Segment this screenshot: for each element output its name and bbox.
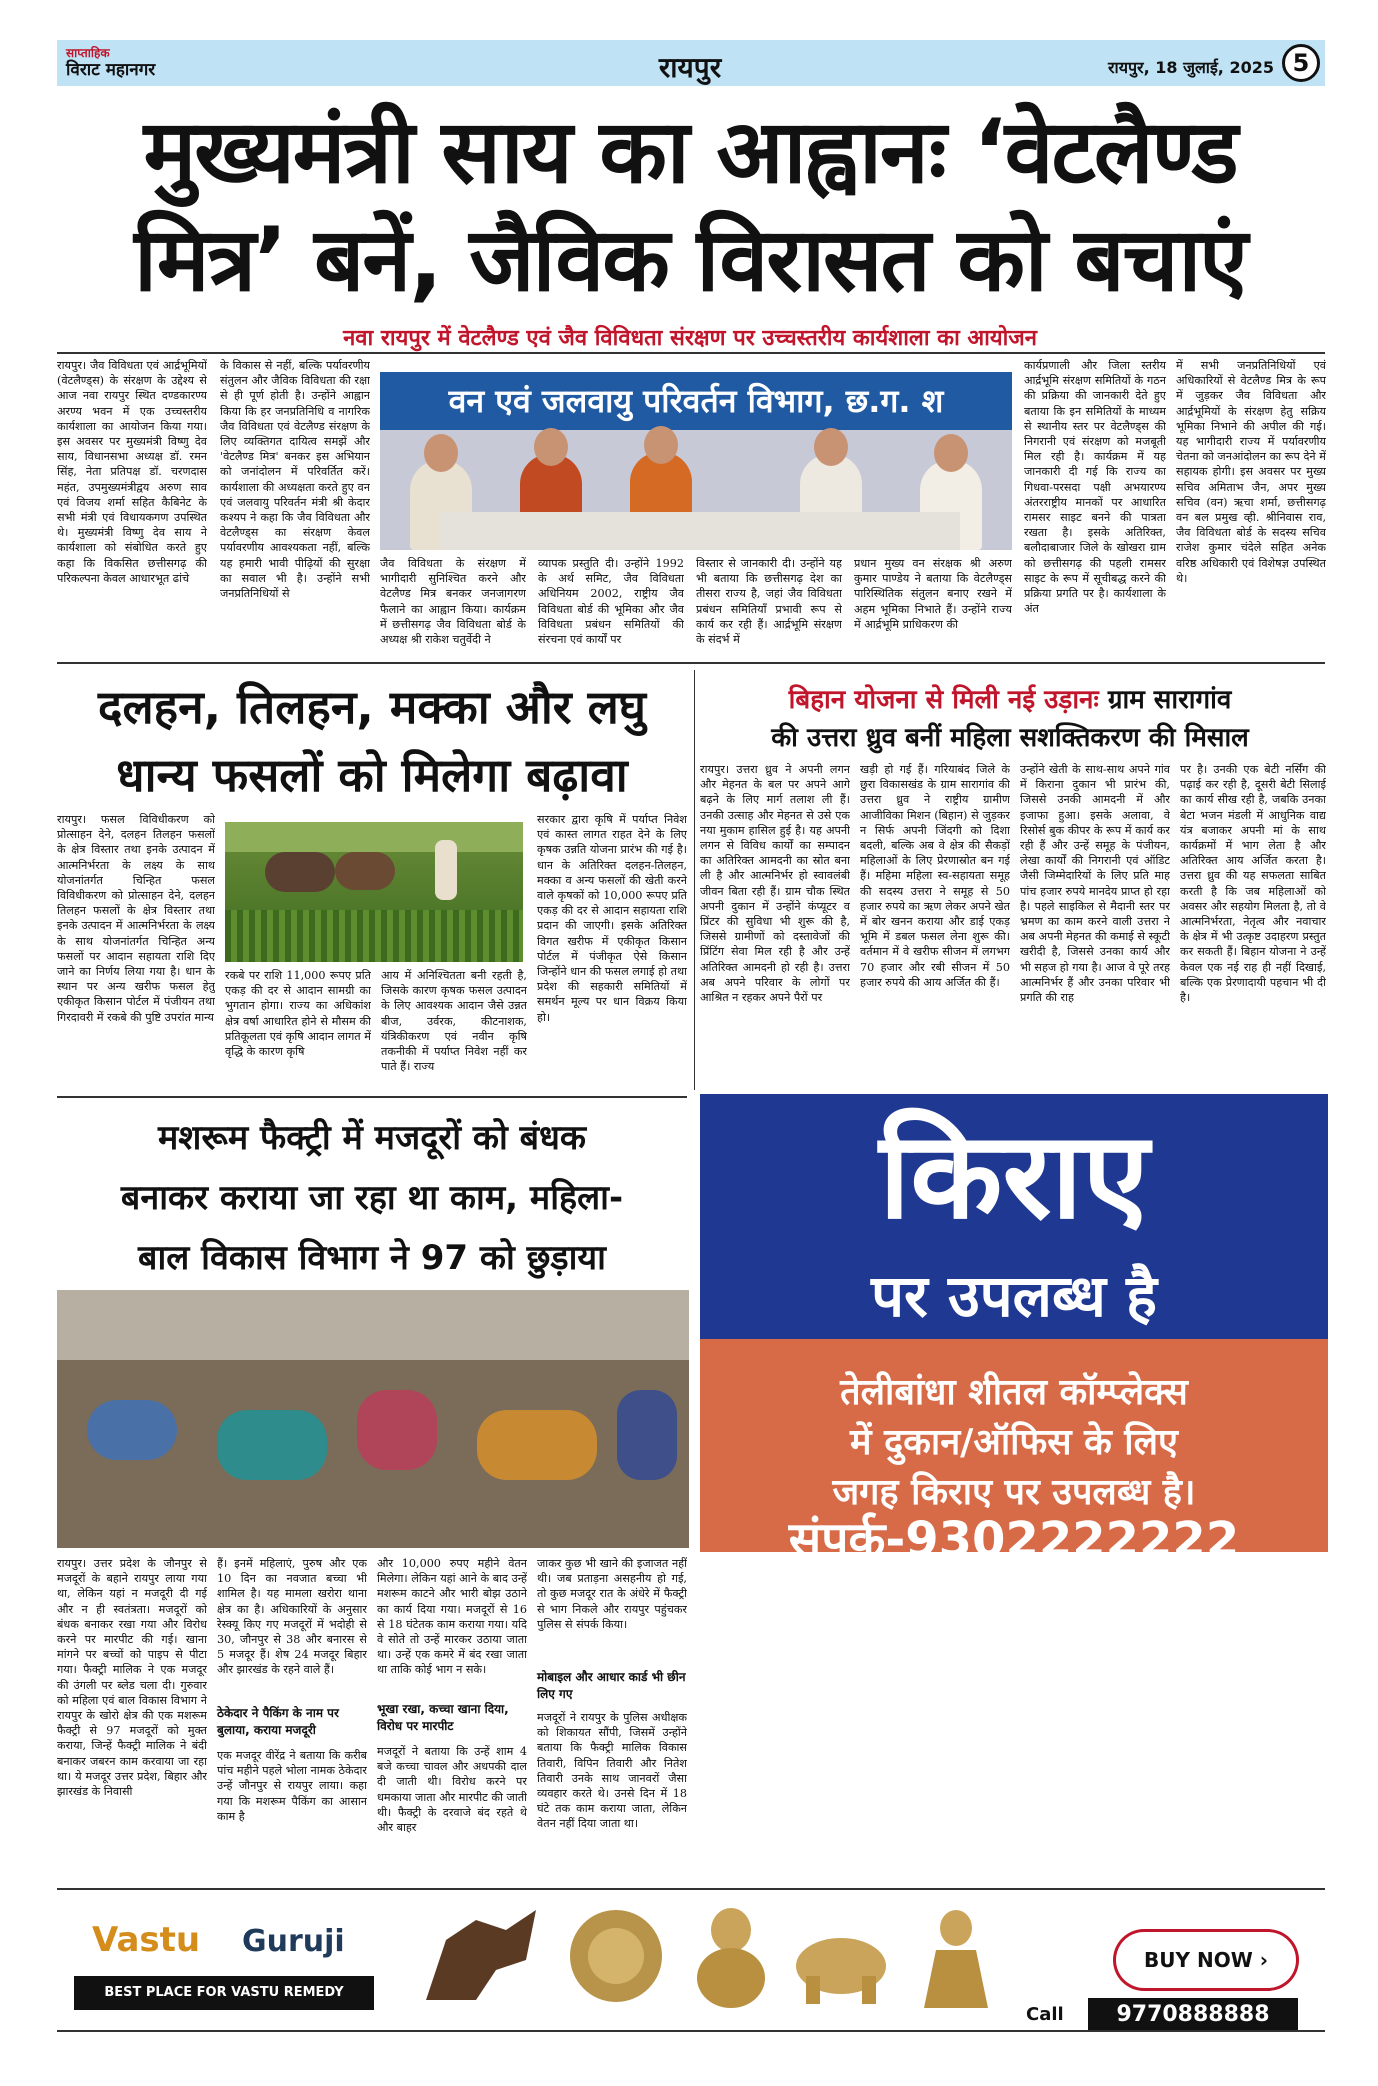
group-figure [357,1390,437,1470]
sun-face-icon [566,1906,666,2006]
ad-subtitle: पर उपलब्ध है [871,1262,1157,1330]
date-label: रायपुर, 18 जुलाई, 2025 [1108,58,1274,77]
photo-banner: वन एवं जलवायु परिवर्तन विभाग, छ.ग. श [380,372,1012,430]
divider [57,1096,687,1098]
group-figure [87,1400,177,1460]
story3-headline-black: ग्राम सारागांव [1107,685,1232,715]
divider [57,662,1325,664]
story1-headline-line2: मित्र’ बनें, जैविक विरासत को बचाएं [134,208,1246,311]
vastu-tagline: BEST PLACE FOR VASTU REMEDY [74,1976,374,2010]
story4-subhead1: ठेकेदार ने पैकिंग के नाम पर बुलाया, कराया मजदूरी [217,1706,339,1737]
story2-col2: रकबे पर राशि 11,000 रूपए प्रति एकड़ की दर से आदान सामग्री का भुगतान होगा। राज्य का अधिकांश क्षेत्र वर्षा आधारित होने से मौसम की प्रतिकूलता एवं कृषि आदान लागत में वृद्धि के कारण कृषि [225,969,371,1059]
story4-subhead2: भूखा रखा, कच्चा खाना दिया, विरोध पर मारपीट [377,1702,509,1733]
deity-statue-icon [906,1900,1006,2010]
page-number: 5 [1282,44,1320,82]
story1-col1: रायपुर। जैव विविधता एवं आर्द्रभूमियों (वेटलैण्ड्स) के संरक्षण के उद्देश्य से आज नवा रायपुर स्थित दण्डकारण्य अरण्य भवन में एक उच्चस्तरीय कार्यशाला का आयोजन किया गया। इस अवसर पर मुख्यमंत्री विष्णु देव साय, विधानसभा अध्यक्ष डॉ. रमन सिंह, नेता प्रतिपक्ष डॉ. चरणदास महंत, उपमुख्यमंत्रीद्वय अरुण साव एवं विजय शर्मा सहित कैबिनेट के सभी मंत्री एवं विधायकगण उपस्थित थे। मुख्यमंत्री विष्णु देव साय ने कार्यशाला को संबोधित करते हुए कहा कि विकसित छत्तीसगढ़ की परिकल्पना केवल आधारभूत ढांचे [57,359,207,585]
story4-col4b: मजदूरों ने रायपुर के पुलिस अधीक्षक को शिकायत सौंपी, जिसमें उन्होंने बताया कि फैक्ट्री मालिक विकास तिवारी, विपिन तिवारी और नितेश तिवारी उनके साथ जानवरों जैसा व्यवहार करते थे। उनसे दिन में 18 घंटे तक काम कराया जाता, लेकिन वेतन नहीं दिया जाता था। [537,1711,687,1831]
city-label: रायपुर [658,51,722,84]
person-head [534,428,568,466]
story1-headline [60,98,1320,314]
story3-headline-line1 [700,680,1320,716]
ad-title: किराए [879,1107,1149,1246]
story1-col7: कार्यप्रणाली और जिला स्तरीय आर्द्रभूमि संरक्षण समितियों के गठन की प्रक्रिया की जानकारी देते हुए बताया कि इन समितियों के माध्यम से स्थानीय स्तर पर वेटलैण्ड्स की निगरानी एवं संरक्षण को मजबूती मिल रही है। कार्यक्रम में यह जानकारी दी गई कि राज्य का गिधवा-परसदा पक्षी अभयारण्य अंतरराष्ट्रीय मानकों पर आधारित रामसर साइट बनने की पात्रता रखता है। इसके अतिरिक्त, बलौदाबाजार जिले के खोखरा ग्राम को छत्तीसगढ़ की पहली रामसर साइट के रूप में सूचीबद्ध करने की प्रक्रिया प्रगति पर है। कार्यशाला के अंत [1024,359,1166,616]
background-building [57,1290,689,1360]
field-background [225,822,523,852]
elephant-statue-icon [786,1926,896,2006]
story2-headline [57,673,687,809]
call-number: 9770888888 [1088,1998,1298,2032]
stage-table [440,512,960,550]
story3-col2: खड़ी हो गई हैं। गरियाबंद जिले के छुरा विकासखंड के ग्राम सारागांव की उत्तरा ध्रुव ने राष्ट्रीय ग्रामीण आजीविका मिशन (बिहान) से जुड़कर न सिर्फ अपनी जिंदगी को दिशा बदली, बल्कि अब वे क्षेत्र की सैकड़ों महिलाओं के लिए प्रेरणास्रोत बन गई हैं। महिमा महिला स्व-सहायता समूह की सदस्य उत्तरा ने समूह से 50 हजार रुपये का ऋण लेकर अपने खेत में बोर खनन कराया और डाई एकड़ भूमि में डबल फसल लेना शुरू की। वर्तमान में वे खरीफ सीजन में लगभग 70 हजार और रबी सीजन में 50 हजार रुपये की आय अर्जित की हैं। [860,763,1010,989]
person-head [644,426,678,464]
crop-rows [225,910,523,962]
ox-figure [335,852,395,890]
vastu-brand-part2: Guruji [242,1924,345,1959]
story1-subhead: नवा रायपुर में वेटलैण्ड एवं जैव विविधता संरक्षण पर उच्चस्तरीय कार्यशाला का आयोजन [343,326,1037,351]
story2-col4: सरकार द्वारा कृषि में पर्याप्त निवेश एवं कास्त लागत राहत देने के लिए कृषक उन्नति योजना प्रारंभ की गई है। धान के अतिरिक्त दलहन-तिलहन, मक्का व अन्य फसलों की खेती करने वाले कृषकों को 10,000 रूपए प्रति एकड़ की दर से आदान सहायता राशि प्रदान की जाएगी। इसके अतिरिक्त विगत खरीफ में एकीकृत किसान पोर्टल में पंजीकृत ऐसे किसान जिन्होंने धान की फसल लगाई हो तथा प्रदेश की सहकारी समितियों में समर्थन मूल्य पर धान विक्रय किया हो। [537,813,687,1024]
group-figure [617,1390,677,1480]
paper-name: विराट महानगर [66,60,156,80]
story4-col2a: हैं। इनमें महिलाएं, पुरुष और एक 10 दिन का नवजात बच्चा भी शामिल है। यह मामला खरोरा थाना क्षेत्र का है। अधिकारियों के अनुसार रेस्क्यू किए गए मजदूरों में भदोही से 30, जौनपुर से 38 और बनारस से 5 मजदूर हैं। शेष 24 मजदूर बिहार और झारखंड के रहने वाले हैं। [217,1557,367,1677]
ad-line3: जगह किराए पर उपलब्ध है। [832,1472,1196,1513]
divider [57,352,1325,354]
vertical-divider [694,670,695,1090]
story3-col4: पर है। उनकी एक बेटी नर्सिंग की पढ़ाई कर रही है, दूसरी बेटी सिलाई का कार्य सीख रही है, जबकि उनका बेटा भजन मंडली में आधुनिक वाद्य यंत्र बजाकर अपनी मां के साथ कार्यक्रमों में भाग लेता है और अतिरिक्त आय अर्जित करता है। उत्तरा ध्रुव की यह सफलता साबित करती है कि जब महिलाओं को अवसर और सहयोग मिलता है, तो वे आत्मनिर्भरता, नेतृत्व और नवाचार के क्षेत्र में भी उत्कृष्ट उदाहरण प्रस्तुत कर सकती हैं। बिहान योजना ने उन्हें केवल एक नई राह ही नहीं दिखाई, बल्कि एक प्रेरणादायी पहचान भी दी है। [1180,763,1326,1005]
ad-contact-number: संपर्क-9302222222 [788,1512,1240,1568]
story3-headline-line2: की उत्तरा ध्रुव बनीं महिला सशक्तिकरण की मिसाल [771,723,1249,753]
story1-col2: के विकास से नहीं, बल्कि पर्यावरणीय संतुलन और जैविक विविधता की रक्षा से ही पूर्ण होती है। उन्होंने आह्वान किया कि हर जनप्रतिनिधि व नागरिक जैव विविधता एवं वेटलैण्ड संरक्षण के लिए व्यक्तिगत दायित्व समझें और 'वेटलैण्ड मित्र' बनकर इस अभियान को जनांदोलन में परिवर्तित करें। कार्यशाला की अध्यक्षता करते हुए वन एवं जलवायु परिवर्तन मंत्री श्री केदार कश्यप ने कहा कि जैव विविधता और वेटलैण्ड्स का संरक्षण केवल पर्यावरणीय आवश्यकता नहीं, बल्कि यह हमारी भावी पीढ़ियों की सुरक्षा का सवाल भी है। उन्होंने सभी जनप्रतिनिधियों से [220,359,370,601]
ganesha-statue-icon [686,1900,776,2010]
story1-photo [380,372,1012,550]
story4-col3b: मजदूरों ने बताया कि उन्हें शाम 4 बजे कच्चा चावल और अधपकी दाल दी जाती थी। विरोध करने पर धमकाया जाता और मारपीट की जाती थी। फैक्ट्री के दरवाजे बंद रहते थे और बाहर [377,1745,527,1835]
story1-headline-line1: मुख्यमंत्री साय का आह्वानः ‘वेटलैण्ड [143,100,1237,203]
story4-headline-line2: बनाकर कराया जा रहा था काम, महिला- [120,1178,624,1218]
story1-col3: जैव विविधता के संरक्षण में भागीदारी सुनिश्चित करने और वेटलैण्ड मित्र बनकर जनजागरण फैलाने का आह्वान किया। कार्यक्रम में छत्तीसगढ़ जैव विविधता बोर्ड के अध्यक्ष श्री राकेश चतुर्वेदी ने [380,557,526,647]
buy-now-button[interactable]: BUY NOW › [1116,1932,1296,1988]
person-head [814,428,848,466]
story2-headline-line1: दलहन, तिलहन, मक्का और लघु [98,680,646,734]
story4-photo-rescued-workers [57,1290,689,1548]
story1-col6: प्रधान मुख्य वन संरक्षक श्री अरुण कुमार पाण्डेय ने बताया कि वेटलैण्ड्स पारिस्थितिक संतुलन बनाए रखने में अहम भूमिका निभाते हैं। उन्होंने राज्य में आर्द्रभूमि प्राधिकरण की [854,557,1012,631]
story4-subhead3: मोबाइल और आधार कार्ड भी छीन लिए गए [537,1670,686,1701]
rent-advertisement [700,1094,1328,1568]
person-head [424,434,458,472]
story4-col3a: और 10,000 रुपए महीने वेतन मिलेगा। लेकिन यहां आने के बाद उन्हें मशरूम काटने और भारी बोझ उठाने का कार्य दिया गया। मजदूरों से 16 से 18 घंटेतक काम कराया गया। यदि वे सोते तो उन्हें मारकर उठाया जाता था। उन्हें एक कमरे में बंद रखा जाता था ताकि कोई भाग न सके। [377,1557,527,1677]
person-head [934,434,968,472]
story1-col5: विस्तार से जानकारी दी। उन्होंने यह भी बताया कि छत्तीसगढ़ देश का तीसरा राज्य है, जहां जैव विविधता प्रबंधन समितियाँ प्रभावी रूप से कार्य कर रही हैं। आर्द्रभूमि संरक्षण के संदर्भ में [696,557,842,647]
divider [57,2030,1325,2032]
periodicity-label: साप्ताहिक [66,46,110,60]
story4-col4a: जाकर कुछ भी खाने की इजाजत नहीं थी। जब प्रताड़ना असहनीय हो गई, तो कुछ मजदूर रात के अंधेरे में फैक्ट्री से भाग निकले और रायपुर पहुंचकर पुलिस से संपर्क किया। [537,1557,687,1631]
story3-col3: उन्होंने खेती के साथ-साथ अपने गांव में किराना दुकान भी प्रारंभ की, जिससे उनकी आमदनी में और इजाफा हुआ। इसके अलावा, वे रिसोर्स बुक कीपर के रूप में कार्य कर रही हैं और उन्हें समूह के पंजीयन, लेखा कार्यों की निगरानी एवं ऑडिट जैसी जिम्मेदारियों के लिए प्रति माह पांच हजार रुपये मानदेय प्राप्त हो रहा है। पहले साइकिल से मैदानी स्तर पर भ्रमण का काम करने वाली उत्तरा ने अब अपनी मेहनत की कमाई से स्कूटी खरीदी है, जिससे उनका कार्य और भी सहज हो गया है। आज वे पूरे तरह आत्मनिर्भर हैं और उनका परिवार भी प्रगति की राह [1020,763,1170,1005]
story2-col3: आय में अनिश्चितता बनी रहती है, जिसके कारण कृषक फसल उत्पादन के लिए आवश्यक आदान जैसे उन्नत बीज, उर्वरक, कीटनाशक, यंत्रिकीकरण एवं नवीन कृषि तकनीकी में पर्याप्त निवेश नहीं कर पाते हैं। राज्य [381,969,527,1074]
story2-photo-farm [225,822,523,962]
vastu-brand-part1: Vastu [92,1920,201,1960]
story4-headline-line3: बाल विकास विभाग ने 97 को छुड़ाया [138,1238,606,1278]
ox-figure [265,852,335,892]
story4-headline-line1: मशरूम फैक्ट्री में मजदूरों को बंधक [157,1118,587,1158]
group-figure [217,1410,327,1480]
story2-col1: रायपुर। फसल विविधीकरण को प्रोत्साहन देने, दलहन तिलहन फसलों के क्षेत्र विस्तार तथा इनके उत्पादन में आत्मनिर्भरता के लक्ष्य के साथ योजनांतर्गत चिन्हित फसल विविधीकरण को प्रोत्साहन देने, दलहन तिलहन फसलों के क्षेत्र विस्तार तथा इनके उत्पादन में आत्मनिर्भरता के लक्ष्य के साथ योजनांतर्गत चिन्हित अन्य फसलों पर आदान सहायता राशि दिए जाने का निर्णय लिया गया है। धान के स्थान पर अन्य खरीफ फसल हेतु एकीकृत किसान पोर्टल में पंजीयन तथा गिरदावरी में रकबे की पुष्टि उपरांत मान्य [57,813,215,1024]
story3-headline-red: बिहान योजना से मिली नई उड़ानः [788,685,1099,715]
story3-col1: रायपुर। उत्तरा ध्रुव ने अपनी लगन और मेहनत के बल पर अपने आगे बढ़ने के लिए मार्ग तलाश ली हैं। उनकी उत्साह और मेहनत से उसे एक नया मुकाम हासिल हुई है। यह अपनी लगन से विविध कार्यों का सम्पादन का अतिरिक्त आमदनी का स्रोत बना ली है और आत्मनिर्भर हो स्वावलंबी जीवन बिता रही हैं। ग्राम चौक स्थित अपनी दुकान में उन्होंने कंप्यूटर व प्रिंटर की सुविधा भी शुरू की है, जिससे ग्रामीणों को दस्तावेजों की प्रिंटिंग सेवा मिल रही है और उन्हें अतिरिक्त आमदनी हो रही है। उत्तरा अब अपने परिवार के लोगों पर आश्रित न रहकर अपने पैरों पर [700,763,850,1005]
group-figure [477,1410,597,1480]
farmer-figure [435,840,457,900]
story1-col8: में सभी जनप्रतिनिधियों एवं अधिकारियों से वेटलैण्ड मित्र के रूप में जुड़कर जैव विविधता और आर्द्रभूमियों के संरक्षण हेतु सक्रिय भूमिका निभाने की अपील की गई। यह भागीदारी राज्य में पर्यावरणीय चेतना को जनआंदोलन का रूप देने में सहायक होगी। इस अवसर पर मुख्य सचिव अमिताभ जैन, अपर मुख्य सचिव (वन) ऋचा शर्मा, छत्तीसगढ़ वन बल प्रमुख व्ही. श्रीनिवास राव, जैव विविधता बोर्ड के सदस्य सचिव राजेश कुमार चंदेले सहित अनेक वरिष्ठ अधिकारी एवं विशेषज्ञ उपस्थित थे। [1176,359,1326,585]
story2-headline-line2: धान्य फसलों को मिलेगा बढ़ावा [116,748,628,802]
story4-col2b: एक मजदूर वीरेंद्र ने बताया कि करीब पांच महीने पहले भोला नामक ठेकेदार उन्हें जौनपुर से रायपुर लाया। कहा गया कि मशरूम पैकिंग का आसान काम है [217,1749,367,1823]
story4-col1: रायपुर। उत्तर प्रदेश के जौनपुर से मजदूरों के बहाने रायपुर लाया गया था, लेकिन यहां न मजदूरी दी गई और न ही स्वतंत्रता। मजदूरों को बंधक बनाकर रखा गया और विरोध करने पर मारपीट की गई। खाना मांगने पर बच्चों को पाइप से पीटा गया। फैक्ट्री मालिक ने एक मजदूर की उंगली पर ब्लेड चला दी। गुरुवार को महिला एवं बाल विकास विभाग ने रायपुर के खोरो क्षेत्र की एक मशरूम फैक्ट्री से 97 मजदूरों को मुक्त कराया, जिन्हें फैक्ट्री मालिक ने बंदी बनाकर जबरन काम करवाया जा रहा था। ये मजदूर उत्तर प्रदेश, बिहार और झारखंड के निवासी [57,1557,207,1799]
ad-line1: तेलीबांधा शीतल कॉम्प्लेक्स [840,1372,1188,1413]
call-label: Call [1026,2004,1064,2025]
story4-headline [57,1108,687,1288]
horse-statue-icon [416,1900,556,2010]
story1-col4: व्यापक प्रस्तुति दी। उन्होंने 1992 के अर्थ समिट, जैव विविधता अधिनियम 2002, राष्ट्रीय जैव विविधता बोर्ड की भूमिका और जैव विविधता प्रबंधन समितियों की संरचना एवं कार्यों पर [538,557,684,647]
ad-line2: में दुकान/ऑफिस के लिए [850,1422,1178,1463]
